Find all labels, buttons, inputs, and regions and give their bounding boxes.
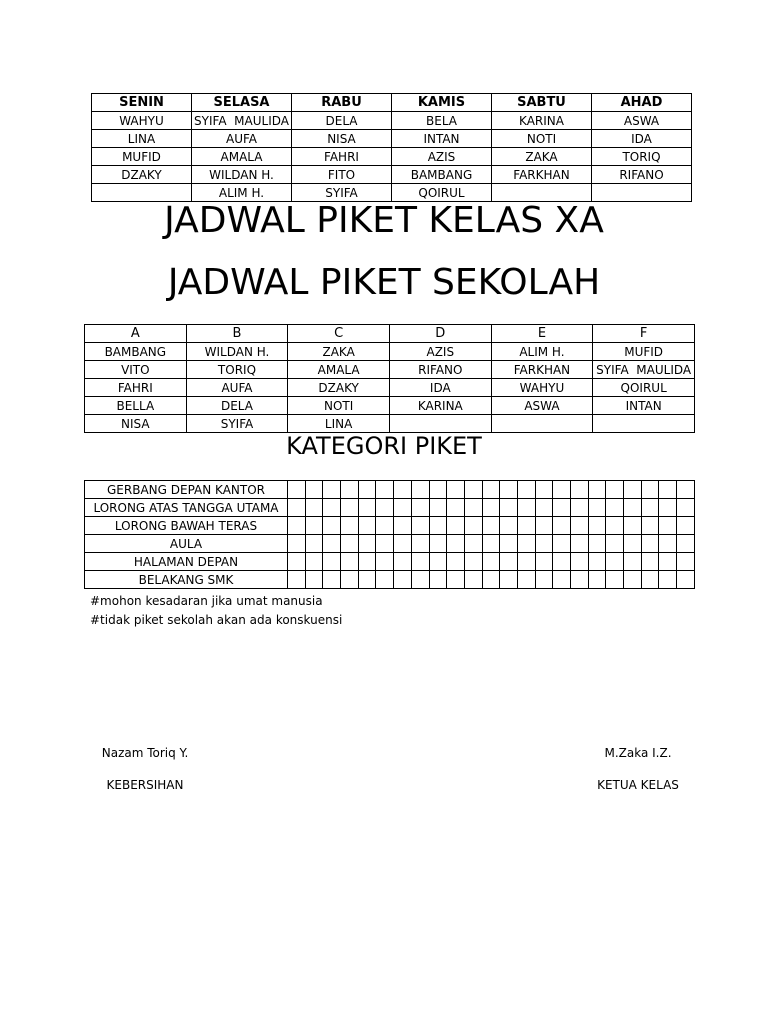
- check-cell: [429, 535, 447, 553]
- check-cell: [571, 535, 589, 553]
- check-cell: [323, 571, 341, 589]
- check-cell: [553, 517, 571, 535]
- table-cell: ASWA: [592, 112, 692, 130]
- check-cell: [482, 553, 500, 571]
- check-cell: [411, 535, 429, 553]
- page-title-sekolah: JADWAL PIKET SEKOLAH: [167, 262, 601, 303]
- note-text: #tidak piket sekolah akan ada konskuensi: [90, 613, 343, 627]
- table-cell: WAHYU: [92, 112, 192, 130]
- table-row: [85, 343, 695, 361]
- jadwal-kelas-table: [91, 93, 692, 202]
- check-cell: [411, 481, 429, 499]
- check-cell: [535, 499, 553, 517]
- table-row: [85, 397, 695, 415]
- check-cell: [358, 571, 376, 589]
- check-cell: [500, 481, 518, 499]
- check-cell: [624, 499, 642, 517]
- table-cell: FARKHAN: [492, 166, 592, 184]
- table-cell: QOIRUL: [392, 184, 492, 202]
- table-cell: WAHYU: [491, 379, 593, 397]
- check-cell: [482, 535, 500, 553]
- signature-role: KEBERSIHAN: [106, 778, 184, 792]
- table-cell: DELA: [186, 397, 288, 415]
- table-header-row: [85, 325, 695, 343]
- check-cell: [394, 517, 412, 535]
- table-cell: NOTI: [492, 130, 592, 148]
- check-cell: [358, 553, 376, 571]
- kategori-label: BELAKANG SMK: [85, 571, 288, 589]
- check-cell: [341, 535, 359, 553]
- check-cell: [447, 499, 465, 517]
- table-cell: DZAKY: [92, 166, 192, 184]
- check-cell: [288, 499, 306, 517]
- column-header: SELASA: [192, 94, 292, 112]
- check-cell: [659, 571, 677, 589]
- check-cell: [288, 481, 306, 499]
- table-cell: VITO: [85, 361, 187, 379]
- table-cell: FITO: [292, 166, 392, 184]
- check-cell: [464, 571, 482, 589]
- check-cell: [464, 553, 482, 571]
- check-cell: [411, 499, 429, 517]
- check-cell: [553, 553, 571, 571]
- table-cell: WILDAN H.: [186, 343, 288, 361]
- check-cell: [677, 481, 695, 499]
- check-cell: [341, 571, 359, 589]
- table-cell: TORIQ: [592, 148, 692, 166]
- check-cell: [305, 481, 323, 499]
- check-cell: [305, 517, 323, 535]
- check-cell: [588, 499, 606, 517]
- column-header: C: [288, 325, 390, 343]
- page-title-kelas: JADWAL PIKET KELAS XA: [164, 200, 604, 241]
- table-cell: QOIRUL: [593, 379, 695, 397]
- check-cell: [482, 517, 500, 535]
- check-cell: [429, 571, 447, 589]
- check-cell: [323, 517, 341, 535]
- table-row: [92, 130, 692, 148]
- check-cell: [624, 535, 642, 553]
- check-cell: [376, 553, 394, 571]
- check-cell: [606, 517, 624, 535]
- check-cell: [394, 535, 412, 553]
- check-cell: [659, 535, 677, 553]
- check-cell: [553, 535, 571, 553]
- table-cell: FAHRI: [85, 379, 187, 397]
- check-cell: [500, 535, 518, 553]
- check-cell: [447, 481, 465, 499]
- check-cell: [606, 535, 624, 553]
- check-cell: [517, 553, 535, 571]
- check-cell: [429, 553, 447, 571]
- check-cell: [588, 517, 606, 535]
- check-cell: [588, 481, 606, 499]
- check-cell: [624, 571, 642, 589]
- column-header: F: [593, 325, 695, 343]
- check-cell: [659, 517, 677, 535]
- table-header-row: [92, 94, 692, 112]
- kategori-label: AULA: [85, 535, 288, 553]
- table-row: [85, 535, 695, 553]
- check-cell: [588, 553, 606, 571]
- check-cell: [341, 499, 359, 517]
- table-cell: BELA: [392, 112, 492, 130]
- check-cell: [677, 571, 695, 589]
- column-header: E: [491, 325, 593, 343]
- check-cell: [571, 517, 589, 535]
- check-cell: [624, 481, 642, 499]
- check-cell: [394, 499, 412, 517]
- check-cell: [535, 517, 553, 535]
- table-cell: INTAN: [392, 130, 492, 148]
- table-cell: KARINA: [389, 397, 491, 415]
- column-header: D: [389, 325, 491, 343]
- check-cell: [358, 499, 376, 517]
- check-cell: [571, 571, 589, 589]
- check-cell: [517, 517, 535, 535]
- check-cell: [606, 481, 624, 499]
- check-cell: [677, 535, 695, 553]
- table-row: [85, 553, 695, 571]
- table-cell: FARKHAN: [491, 361, 593, 379]
- check-cell: [535, 481, 553, 499]
- table-cell: DZAKY: [288, 379, 390, 397]
- check-cell: [500, 517, 518, 535]
- check-cell: [553, 481, 571, 499]
- table-row: [92, 166, 692, 184]
- table-cell: NOTI: [288, 397, 390, 415]
- table-cell: ZAKA: [288, 343, 390, 361]
- table-cell: INTAN: [593, 397, 695, 415]
- kategori-piket-table: [84, 480, 695, 589]
- check-cell: [641, 553, 659, 571]
- check-cell: [606, 499, 624, 517]
- check-cell: [429, 481, 447, 499]
- check-cell: [305, 553, 323, 571]
- check-cell: [641, 499, 659, 517]
- check-cell: [535, 553, 553, 571]
- table-row: [92, 148, 692, 166]
- kategori-label: LORONG BAWAH TERAS: [85, 517, 288, 535]
- check-cell: [482, 481, 500, 499]
- check-cell: [323, 535, 341, 553]
- check-cell: [517, 571, 535, 589]
- table-cell: AZIS: [389, 343, 491, 361]
- check-cell: [429, 517, 447, 535]
- table-cell: NISA: [292, 130, 392, 148]
- table-cell: ALIM H.: [491, 343, 593, 361]
- table-row: [92, 112, 692, 130]
- check-cell: [641, 517, 659, 535]
- check-cell: [464, 481, 482, 499]
- column-header: A: [85, 325, 187, 343]
- check-cell: [358, 535, 376, 553]
- signature-kebersihan: [100, 745, 190, 793]
- check-cell: [358, 481, 376, 499]
- check-cell: [305, 535, 323, 553]
- signature-role: KETUA KELAS: [597, 778, 679, 792]
- check-cell: [305, 499, 323, 517]
- check-cell: [341, 481, 359, 499]
- column-header: SENIN: [92, 94, 192, 112]
- table-cell: ALIM H.: [192, 184, 292, 202]
- check-cell: [288, 553, 306, 571]
- note-text: #mohon kesadaran jika umat manusia: [90, 594, 323, 608]
- check-cell: [624, 517, 642, 535]
- check-cell: [358, 517, 376, 535]
- table-cell: RIFANO: [389, 361, 491, 379]
- check-cell: [341, 553, 359, 571]
- check-cell: [606, 571, 624, 589]
- column-header: RABU: [292, 94, 392, 112]
- check-cell: [482, 499, 500, 517]
- table-cell: LINA: [288, 415, 390, 433]
- table-row: [85, 481, 695, 499]
- table-cell: AUFA: [186, 379, 288, 397]
- check-cell: [677, 553, 695, 571]
- check-cell: [535, 535, 553, 553]
- check-cell: [447, 553, 465, 571]
- table-cell: SYIFA MAULIDA: [593, 361, 695, 379]
- column-header: B: [186, 325, 288, 343]
- section-title-kategori: KATEGORI PIKET: [286, 432, 482, 460]
- check-cell: [429, 499, 447, 517]
- table-cell: AUFA: [192, 130, 292, 148]
- check-cell: [641, 481, 659, 499]
- table-cell: ZAKA: [492, 148, 592, 166]
- check-cell: [553, 571, 571, 589]
- kategori-label: GERBANG DEPAN KANTOR: [85, 481, 288, 499]
- check-cell: [376, 481, 394, 499]
- table-cell: FAHRI: [292, 148, 392, 166]
- signature-name: M.Zaka I.Z.: [604, 746, 672, 760]
- table-cell: DELA: [292, 112, 392, 130]
- table-cell: WILDAN H.: [192, 166, 292, 184]
- check-cell: [376, 499, 394, 517]
- check-cell: [394, 553, 412, 571]
- table-cell: AMALA: [192, 148, 292, 166]
- check-cell: [341, 517, 359, 535]
- check-cell: [641, 571, 659, 589]
- check-cell: [624, 553, 642, 571]
- column-header: AHAD: [592, 94, 692, 112]
- kategori-label: HALAMAN DEPAN: [85, 553, 288, 571]
- table-row: [85, 571, 695, 589]
- table-cell: KARINA: [492, 112, 592, 130]
- check-cell: [553, 499, 571, 517]
- check-cell: [305, 571, 323, 589]
- check-cell: [517, 535, 535, 553]
- check-cell: [517, 481, 535, 499]
- check-cell: [659, 553, 677, 571]
- check-cell: [659, 499, 677, 517]
- check-cell: [677, 499, 695, 517]
- check-cell: [394, 481, 412, 499]
- table-cell: TORIQ: [186, 361, 288, 379]
- signature-name: Nazam Toriq Y.: [101, 746, 189, 760]
- table-cell: BAMBANG: [85, 343, 187, 361]
- check-cell: [288, 571, 306, 589]
- check-cell: [411, 571, 429, 589]
- check-cell: [606, 553, 624, 571]
- table-cell: AZIS: [392, 148, 492, 166]
- check-cell: [394, 571, 412, 589]
- check-cell: [571, 481, 589, 499]
- check-cell: [517, 499, 535, 517]
- check-cell: [464, 499, 482, 517]
- check-cell: [447, 571, 465, 589]
- signature-ketua-kelas: [590, 745, 686, 793]
- table-cell: BAMBANG: [392, 166, 492, 184]
- check-cell: [571, 553, 589, 571]
- check-cell: [376, 571, 394, 589]
- table-cell: MUFID: [92, 148, 192, 166]
- check-cell: [411, 553, 429, 571]
- check-cell: [376, 517, 394, 535]
- check-cell: [288, 535, 306, 553]
- table-cell: SYIFA: [292, 184, 392, 202]
- check-cell: [482, 571, 500, 589]
- table-cell: BELLA: [85, 397, 187, 415]
- table-cell: IDA: [389, 379, 491, 397]
- check-cell: [447, 535, 465, 553]
- check-cell: [411, 517, 429, 535]
- check-cell: [323, 481, 341, 499]
- kategori-label: LORONG ATAS TANGGA UTAMA: [85, 499, 288, 517]
- check-cell: [323, 499, 341, 517]
- table-cell: IDA: [592, 130, 692, 148]
- check-cell: [571, 499, 589, 517]
- table-row: [85, 361, 695, 379]
- check-cell: [659, 481, 677, 499]
- check-cell: [447, 517, 465, 535]
- table-cell: AMALA: [288, 361, 390, 379]
- check-cell: [535, 571, 553, 589]
- column-header: KAMIS: [392, 94, 492, 112]
- check-cell: [500, 553, 518, 571]
- check-cell: [677, 517, 695, 535]
- check-cell: [376, 535, 394, 553]
- table-cell: SYIFA: [186, 415, 288, 433]
- table-row: [85, 517, 695, 535]
- table-row: [85, 499, 695, 517]
- check-cell: [464, 517, 482, 535]
- check-cell: [464, 535, 482, 553]
- check-cell: [288, 517, 306, 535]
- table-cell: SYIFA MAULIDA: [192, 112, 292, 130]
- check-cell: [500, 499, 518, 517]
- check-cell: [641, 535, 659, 553]
- jadwal-sekolah-table: [84, 324, 695, 433]
- table-row: [85, 379, 695, 397]
- check-cell: [500, 571, 518, 589]
- column-header: SABTU: [492, 94, 592, 112]
- check-cell: [588, 571, 606, 589]
- table-cell: NISA: [85, 415, 187, 433]
- table-cell: MUFID: [593, 343, 695, 361]
- check-cell: [588, 535, 606, 553]
- table-cell: RIFANO: [592, 166, 692, 184]
- table-cell: LINA: [92, 130, 192, 148]
- table-cell: ASWA: [491, 397, 593, 415]
- check-cell: [323, 553, 341, 571]
